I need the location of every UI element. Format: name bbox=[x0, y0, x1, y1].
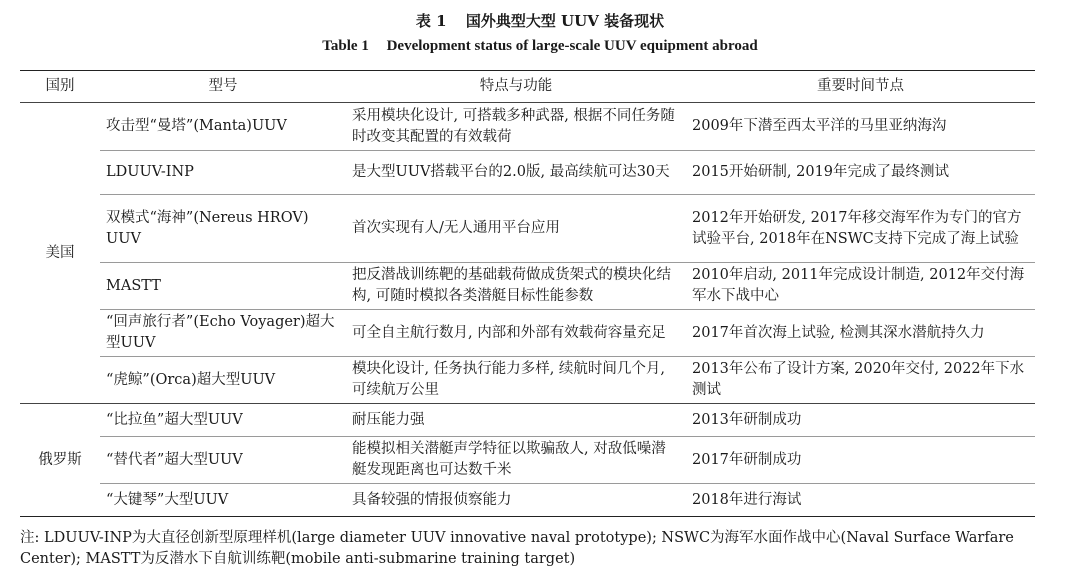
timeline-cell: 2009年下潜至西太平洋的马里亚纳海沟 bbox=[686, 103, 1035, 151]
timeline-cell: 2018年进行海试 bbox=[686, 484, 1035, 517]
feature-cell: 是大型UUV搭载平台的2.0版, 最高续航可达30天 bbox=[346, 151, 686, 195]
model-cell: “替代者”超大型UUV bbox=[100, 437, 346, 484]
table-row bbox=[20, 103, 1035, 151]
caption-en-label: Table 1 bbox=[322, 38, 369, 54]
table-caption-cn bbox=[0, 10, 1080, 31]
feature-cell: 能模拟相关潜艇声学特征以欺骗敌人, 对敌低噪潜艇发现距离也可达数千米 bbox=[346, 437, 686, 484]
header-country: 国别 bbox=[20, 71, 100, 103]
table-row bbox=[20, 437, 1035, 484]
timeline-cell: 2013年研制成功 bbox=[686, 404, 1035, 437]
header-model: 型号 bbox=[100, 71, 346, 103]
timeline-cell: 2010年启动, 2011年完成设计制造, 2012年交付海军水下战中心 bbox=[686, 263, 1035, 310]
table-body bbox=[20, 103, 1035, 517]
caption-en-title: Development status of large-scale UUV equipment abroad bbox=[386, 38, 758, 54]
caption-cn-title: 国外典型大型 UUV 装备现状 bbox=[465, 12, 665, 30]
feature-cell: 模块化设计, 任务执行能力多样, 续航时间几个月, 可续航万公里 bbox=[346, 357, 686, 404]
header-features: 特点与功能 bbox=[346, 71, 686, 103]
timeline-cell: 2012年开始研发, 2017年移交海军作为专门的官方试验平台, 2018年在NSWC支持下完成了海上试验 bbox=[686, 195, 1035, 263]
country-cell-russia: 俄罗斯 bbox=[20, 404, 100, 517]
feature-cell: 可全自主航行数月, 内部和外部有效载荷容量充足 bbox=[346, 310, 686, 357]
table-footnote: 注: LDUUV-INP为大直径创新型原理样机(large diameter UUV innovative naval prototype); NSWC为海军水面作战中心(Naval Surface Warfare Center); MASTT为反潜水下自航训练靶(mobile anti-submarine training target) bbox=[20, 530, 1014, 567]
feature-cell: 采用模块化设计, 可搭载多种武器, 根据不同任务随时改变其配置的有效载荷 bbox=[346, 103, 686, 151]
header-row bbox=[20, 71, 1035, 103]
timeline-cell: 2017年研制成功 bbox=[686, 437, 1035, 484]
table-caption-en bbox=[0, 38, 1080, 55]
model-cell: “虎鲸”(Orca)超大型UUV bbox=[100, 357, 346, 404]
timeline-cell: 2015开始研制, 2019年完成了最终测试 bbox=[686, 151, 1035, 195]
model-cell: LDUUV-INP bbox=[100, 151, 346, 195]
feature-cell: 具备较强的情报侦察能力 bbox=[346, 484, 686, 517]
table-row bbox=[20, 263, 1035, 310]
header-timeline: 重要时间节点 bbox=[686, 71, 1035, 103]
table-row bbox=[20, 151, 1035, 195]
model-cell: 攻击型“曼塔”(Manta)UUV bbox=[100, 103, 346, 151]
feature-cell: 把反潜战训练靶的基础载荷做成货架式的模块化结构, 可随时模拟各类潜艇目标性能参数 bbox=[346, 263, 686, 310]
model-cell: “回声旅行者”(Echo Voyager)超大型UUV bbox=[100, 310, 346, 357]
timeline-cell: 2017年首次海上试验, 检测其深水潜航持久力 bbox=[686, 310, 1035, 357]
timeline-cell: 2013年公布了设计方案, 2020年交付, 2022年下水测试 bbox=[686, 357, 1035, 404]
table-row bbox=[20, 484, 1035, 517]
table-row bbox=[20, 404, 1035, 437]
table-row bbox=[20, 195, 1035, 263]
feature-cell: 首次实现有人/无人通用平台应用 bbox=[346, 195, 686, 263]
country-cell-usa: 美国 bbox=[20, 103, 100, 404]
caption-cn-label: 表 1 bbox=[415, 12, 447, 30]
table-row bbox=[20, 357, 1035, 404]
model-cell: 双模式“海神”(Nereus HROV) UUV bbox=[100, 195, 346, 263]
uuv-status-table bbox=[20, 70, 1035, 517]
table-header bbox=[20, 71, 1035, 103]
model-cell: “比拉鱼”超大型UUV bbox=[100, 404, 346, 437]
model-cell: MASTT bbox=[100, 263, 346, 310]
table-row bbox=[20, 310, 1035, 357]
model-cell: “大键琴”大型UUV bbox=[100, 484, 346, 517]
feature-cell: 耐压能力强 bbox=[346, 404, 686, 437]
